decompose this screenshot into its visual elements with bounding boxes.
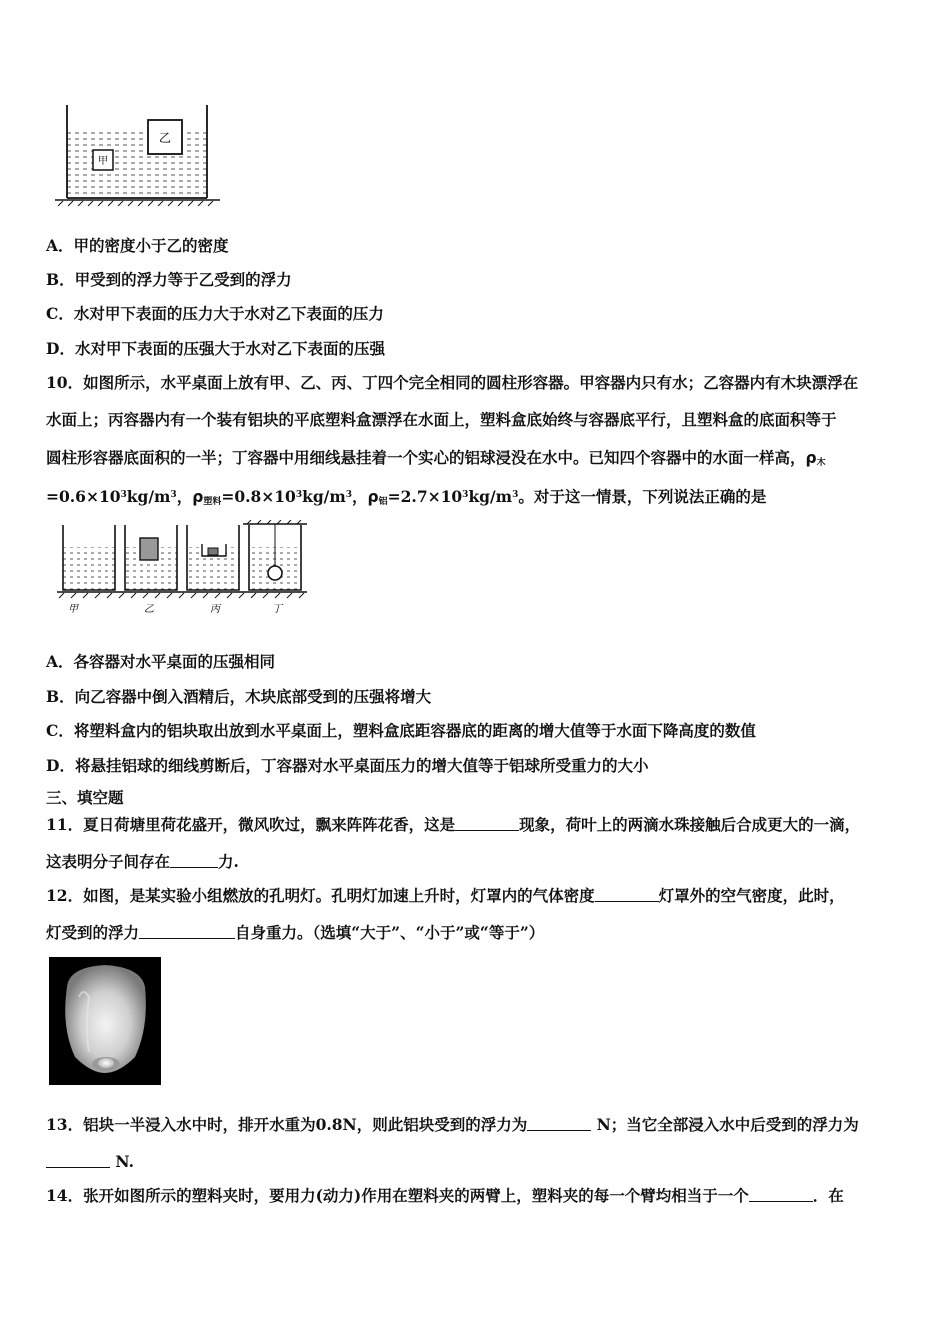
q10-option-c: C．将塑料盒内的铝块取出放到水平桌面上，塑料盒底距容器底的距离的增大值等于水面下降高度的数值 <box>46 721 756 740</box>
q13-line-2: N. <box>46 1152 134 1172</box>
q10-line-3: 圆柱形容器底面积的一半；丁容器中用细线悬挂着一个实心的铝球浸没在水中。已知四个容器中的水面一样高，$\rho_木$ <box>46 448 826 468</box>
wood-block <box>140 538 158 560</box>
plastic-box <box>202 544 226 556</box>
q10-line-2: 水面上；丙容器内有一个装有铝块的平底塑料盒漂浮在水面上，塑料盒底始终与容器底平行，且塑料盒的底面积等于 <box>46 410 837 429</box>
lantern-photo <box>49 957 161 1085</box>
q9-option-c: C．水对甲下表面的压力大于水对乙下表面的压力 <box>46 304 384 323</box>
block-yi <box>148 120 182 154</box>
q12-line-1: 12．如图，是某实验小组燃放的孔明灯。孔明灯加速上升时，灯罩内的气体密度 灯罩外的空气密度，此时， <box>46 886 845 905</box>
label-jia: 甲 <box>68 604 78 615</box>
block-jia <box>93 150 113 170</box>
q14-line-1: 14．张开如图所示的塑料夹时，要用力(动力)作用在塑料夹的两臂上，塑料夹的每一个臂均相当于一个 ．在 <box>46 1186 844 1205</box>
q9-option-a: A．甲的密度小于乙的密度 <box>46 236 229 255</box>
q9-figure <box>50 100 230 210</box>
q10-option-d: D．将悬挂铝球的细线剪断后，丁容器对水平桌面压力的增大值等于铝球所受重力的大小 <box>46 756 649 775</box>
q11-line-1: 11．夏日荷塘里荷花盛开，微风吹过，飘来阵阵花香，这是 现象，荷叶上的两滴水珠接触后合成更大的一滴， <box>46 815 861 834</box>
section-title: 三、填空题 <box>46 788 124 807</box>
q10-figure <box>55 520 315 620</box>
q10-option-a: A．各容器对水平桌面的压强相同 <box>46 652 276 671</box>
q12-line-2: 灯受到的浮力 自身重力。（选填“大于”、“小于”或“等于”） <box>46 923 545 942</box>
svg-text:乙: 乙 <box>158 131 172 145</box>
q10-option-b: B．向乙容器中倒入酒精后，木块底部受到的压强将增大 <box>46 687 432 706</box>
label-bing: 丙 <box>210 604 220 615</box>
label-yi: 乙 <box>144 604 154 615</box>
q11-line-2: 这表明分子间存在 力. <box>46 852 239 871</box>
q9-option-b: B．甲受到的浮力等于乙受到的浮力 <box>46 270 292 289</box>
q13-line-1: 13．铝块一半浸入水中时，排开水重为0.8N，则此铝块受到的浮力为 N；当它全部浸入水中后受到的浮力为 <box>46 1115 859 1134</box>
q9-option-d: D．水对甲下表面的压强大于水对乙下表面的压强 <box>46 339 385 358</box>
q10-line-4: $=0.6\times 10^3kg/m^3$，$\rho_{塑料}=0.8\times 10^3kg/m^3$，$\rho_铝=2.7\times 10^3kg/m^3$。对于这一情景，下列说法正确的是 <box>46 487 767 507</box>
q10-line-1: 10．如图所示，水平桌面上放有甲、乙、丙、丁四个完全相同的圆柱形容器。甲容器内只有水；乙容器内有木块漂浮在 <box>46 373 859 392</box>
svg-text:甲: 甲 <box>98 156 108 167</box>
label-ding: 丁 <box>272 604 282 615</box>
